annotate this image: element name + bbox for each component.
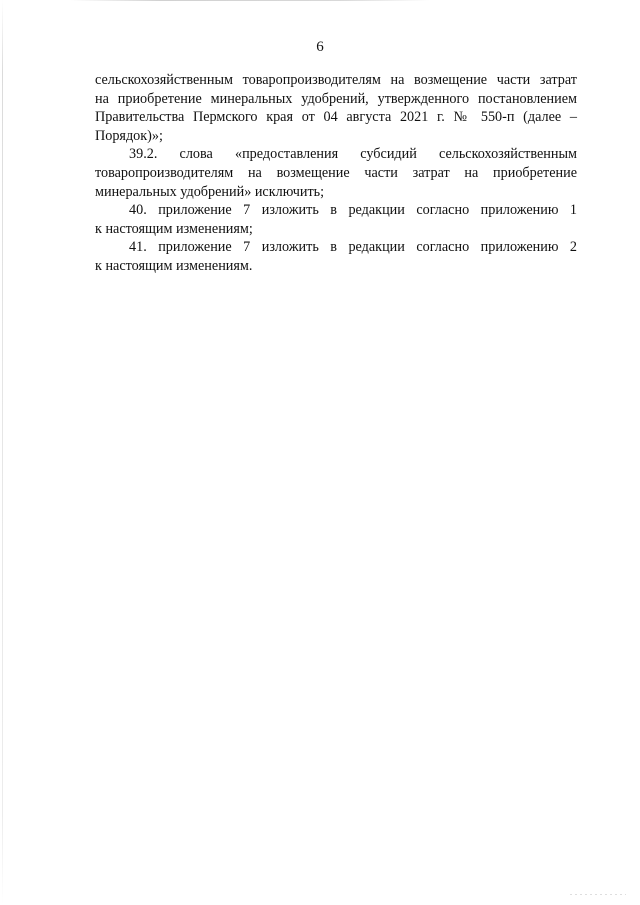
paragraph-item-41 [95,238,577,275]
scan-artifact-dots [570,894,626,895]
text-line: к настоящим изменениям; [95,220,253,237]
scan-left-edge [2,0,3,905]
text-line: на приобретение минеральных удобрений, утвержденного постановлением [95,90,577,107]
text-line: Правительства Пермского края от 04 августа 2021 г. № 550-п (далее – [95,109,577,126]
document-body [95,71,577,276]
text-line: 39.2. слова «предоставления субсидий сельскохозяйственным [129,146,577,163]
text-line: 40. приложение 7 изложить в редакции согласно приложению 1 [129,202,577,219]
text-line: минеральных удобрений» исключить; [95,183,325,200]
scan-top-edge [70,0,430,1]
paragraph-item-40 [95,201,577,238]
text-line: 41. приложение 7 изложить в редакции согласно приложению 2 [129,239,577,256]
paragraph-item-39-2 [95,145,577,201]
page-number: 6 [316,39,324,55]
paragraph-continuation [95,71,577,145]
text-line: товаропроизводителям на возмещение части затрат на приобретение [95,164,577,181]
text-line: к настоящим изменениям. [95,257,253,274]
text-line: сельскохозяйственным товаропроизводителям на возмещение части затрат [95,72,577,88]
text-line: Порядок)»; [95,127,163,144]
